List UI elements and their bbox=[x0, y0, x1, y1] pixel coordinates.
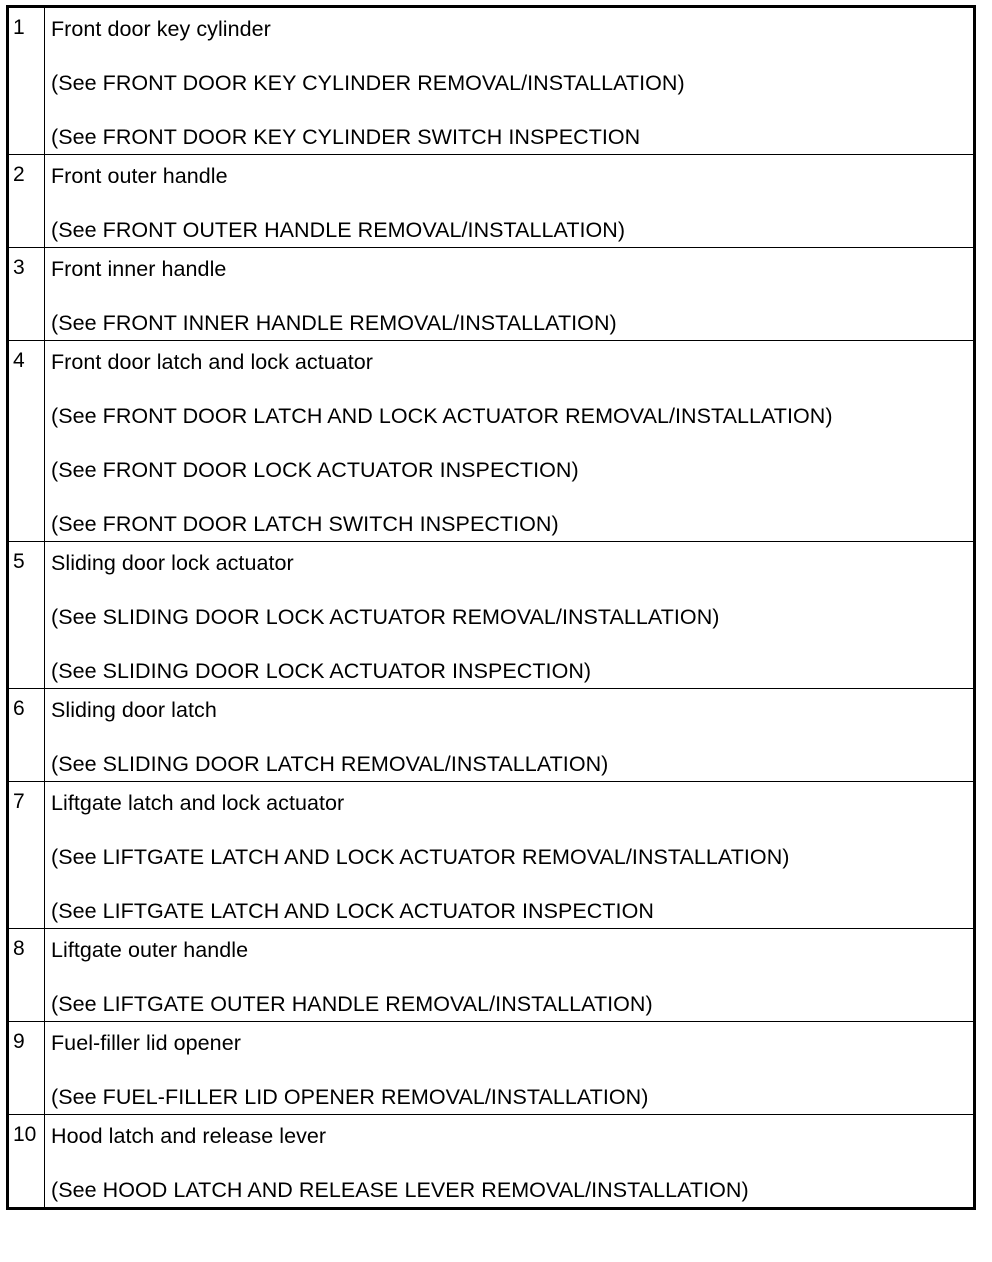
procedure-reference: (See HOOD LATCH AND RELEASE LEVER REMOVAL/INSTALLATION) bbox=[51, 1178, 749, 1202]
procedure-reference: (See LIFTGATE OUTER HANDLE REMOVAL/INSTALLATION) bbox=[51, 992, 653, 1016]
part-name: Hood latch and release lever bbox=[51, 1124, 327, 1148]
item-number: 6 bbox=[8, 689, 45, 782]
table-row bbox=[8, 248, 975, 341]
part-name: Liftgate latch and lock actuator bbox=[51, 791, 345, 815]
procedure-reference: (See FRONT DOOR LATCH SWITCH INSPECTION) bbox=[51, 512, 559, 536]
procedure-reference: (See SLIDING DOOR LATCH REMOVAL/INSTALLATION) bbox=[51, 752, 609, 776]
item-description bbox=[45, 929, 975, 1022]
item-number: 9 bbox=[8, 1022, 45, 1115]
item-number: 8 bbox=[8, 929, 45, 1022]
table-row bbox=[8, 782, 975, 929]
part-name: Sliding door lock actuator bbox=[51, 551, 294, 575]
procedure-reference: (See SLIDING DOOR LOCK ACTUATOR REMOVAL/INSTALLATION) bbox=[51, 605, 720, 629]
procedure-reference: (See FRONT INNER HANDLE REMOVAL/INSTALLATION) bbox=[51, 311, 617, 335]
item-number: 2 bbox=[8, 155, 45, 248]
part-name: Front outer handle bbox=[51, 164, 228, 188]
part-name: Front inner handle bbox=[51, 257, 227, 281]
item-description bbox=[45, 782, 975, 929]
table-row bbox=[8, 542, 975, 689]
procedure-reference: (See SLIDING DOOR LOCK ACTUATOR INSPECTION) bbox=[51, 659, 592, 683]
item-number: 3 bbox=[8, 248, 45, 341]
part-name: Sliding door latch bbox=[51, 698, 217, 722]
parts-table-body bbox=[8, 7, 975, 1209]
part-name: Front door key cylinder bbox=[51, 17, 271, 41]
procedure-reference: (See FRONT DOOR KEY CYLINDER SWITCH INSPECTION bbox=[51, 125, 641, 149]
table-row bbox=[8, 341, 975, 542]
item-description bbox=[45, 341, 975, 542]
procedure-reference: (See FUEL-FILLER LID OPENER REMOVAL/INSTALLATION) bbox=[51, 1085, 649, 1109]
item-description bbox=[45, 1115, 975, 1209]
item-description bbox=[45, 248, 975, 341]
part-name: Liftgate outer handle bbox=[51, 938, 249, 962]
item-description bbox=[45, 542, 975, 689]
table-row bbox=[8, 929, 975, 1022]
item-number: 1 bbox=[8, 7, 45, 155]
item-description bbox=[45, 689, 975, 782]
item-description bbox=[45, 155, 975, 248]
item-number: 10 bbox=[8, 1115, 45, 1209]
parts-table bbox=[6, 5, 976, 1210]
item-description bbox=[45, 7, 975, 155]
procedure-reference: (See FRONT DOOR LOCK ACTUATOR INSPECTION) bbox=[51, 458, 579, 482]
item-number: 4 bbox=[8, 341, 45, 542]
procedure-reference: (See LIFTGATE LATCH AND LOCK ACTUATOR INSPECTION bbox=[51, 899, 654, 923]
table-row bbox=[8, 689, 975, 782]
procedure-reference: (See FRONT OUTER HANDLE REMOVAL/INSTALLATION) bbox=[51, 218, 626, 242]
procedure-reference: (See FRONT DOOR KEY CYLINDER REMOVAL/INSTALLATION) bbox=[51, 71, 685, 95]
procedure-reference: (See LIFTGATE LATCH AND LOCK ACTUATOR REMOVAL/INSTALLATION) bbox=[51, 845, 790, 869]
table-row bbox=[8, 155, 975, 248]
table-row bbox=[8, 1022, 975, 1115]
part-name: Fuel-filler lid opener bbox=[51, 1031, 241, 1055]
item-number: 5 bbox=[8, 542, 45, 689]
table-row bbox=[8, 1115, 975, 1209]
item-description bbox=[45, 1022, 975, 1115]
table-row bbox=[8, 7, 975, 155]
part-name: Front door latch and lock actuator bbox=[51, 350, 373, 374]
procedure-reference: (See FRONT DOOR LATCH AND LOCK ACTUATOR REMOVAL/INSTALLATION) bbox=[51, 404, 833, 428]
item-number: 7 bbox=[8, 782, 45, 929]
